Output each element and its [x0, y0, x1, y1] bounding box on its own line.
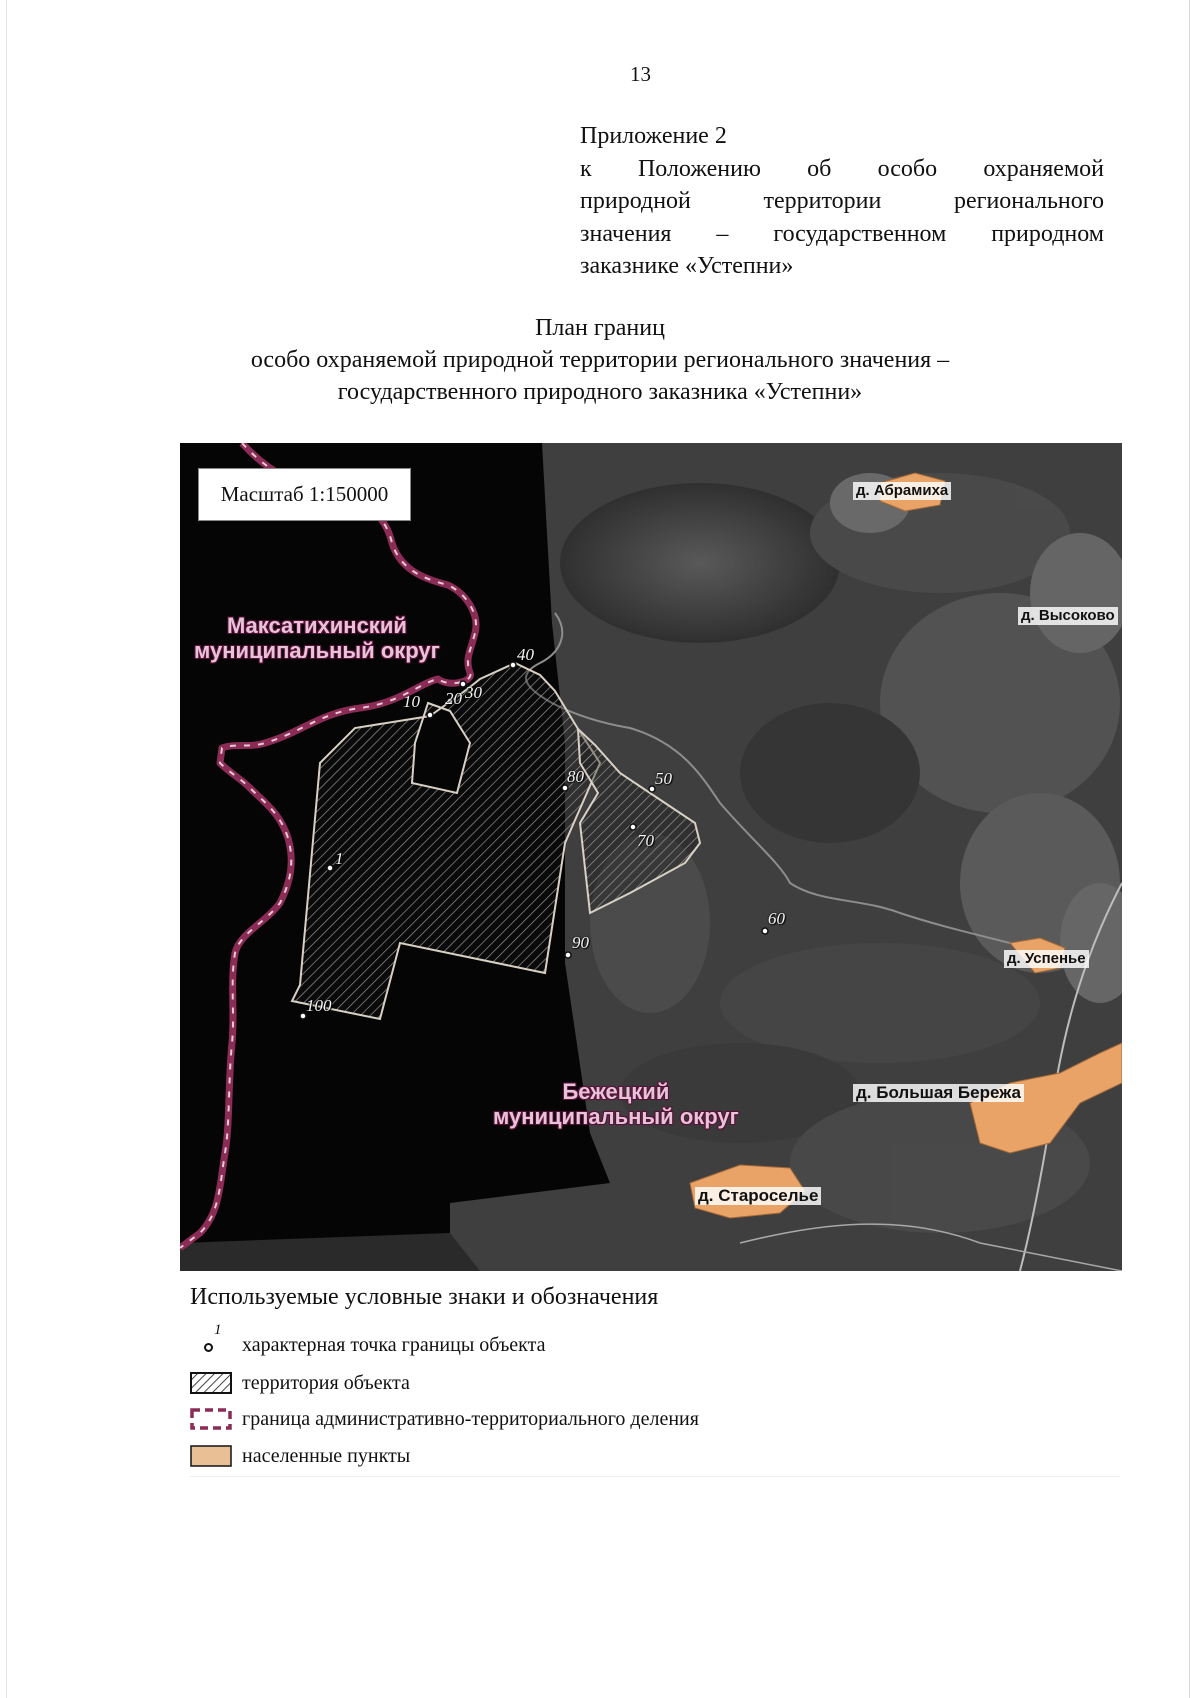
- hatch-symbol-icon: [190, 1372, 232, 1394]
- point-dot-icon: [204, 1343, 213, 1352]
- point-1-marker: [327, 865, 333, 871]
- point-70-label: 70: [637, 831, 654, 850]
- map-canvas: [180, 443, 1122, 1271]
- point-50-label: 50: [655, 769, 672, 788]
- settlement-bolshaya-berezha-label: д. Большая Бережа: [853, 1084, 1024, 1102]
- district-bezhetsk-line-1: Бежецкий: [562, 1079, 670, 1104]
- appendix-line-5: заказнике «Устепни»: [580, 253, 794, 279]
- point-40-marker: [510, 662, 516, 668]
- point-10-marker: [427, 712, 433, 718]
- point-60-label: 60: [768, 909, 785, 928]
- boundary-map: [180, 443, 1122, 1271]
- district-bezhetsk-label: [493, 1079, 739, 1129]
- plan-title-line-2: особо охраняемой природной территории регионального значения –: [250, 347, 950, 373]
- district-maksatikha-line-1: Максатихинский: [226, 613, 407, 638]
- appendix-line-3: природной территории регионального: [580, 188, 1104, 214]
- territory-west: [292, 663, 600, 1019]
- point-sample-number: 1: [214, 1322, 222, 1338]
- legend-territory-label: территория объекта: [242, 1371, 410, 1394]
- settlement-vysokovo-label: д. Высоково: [1018, 607, 1118, 625]
- legend-item-settlements: [190, 1441, 410, 1471]
- district-bezhetsk-line-2: муниципальный округ: [493, 1104, 739, 1129]
- settlement-uspenye-label: д. Успенье: [1004, 950, 1089, 968]
- point-1-label: 1: [335, 849, 344, 868]
- legend-item-point: [190, 1322, 546, 1360]
- settlement-staroselye-label: д. Староселье: [695, 1187, 821, 1205]
- settlement-abramikha-label: д. Абрамиха: [853, 482, 951, 500]
- bottom-rule: [190, 1476, 1120, 1477]
- legend-item-territory: [190, 1368, 410, 1398]
- point-90-label: 90: [572, 933, 589, 952]
- scale-label: Масштаб 1:150000: [198, 468, 411, 521]
- point-symbol-icon: [190, 1322, 232, 1356]
- legend-item-boundary: [190, 1404, 699, 1434]
- point-100-label: 100: [306, 996, 332, 1015]
- district-maksatikha-label: [194, 613, 440, 663]
- appendix-line-4: значения – государственном природном: [580, 220, 1104, 247]
- boundary-symbol-icon: [190, 1408, 232, 1430]
- district-maksatikha-line-2: муниципальный округ: [194, 638, 440, 663]
- map-bottom-strip: [180, 1233, 480, 1271]
- point-70-marker: [630, 824, 636, 830]
- legend-boundary-label: граница административно-территориального деления: [242, 1407, 699, 1430]
- appendix-line-2: к Положению об особо охраняемой: [580, 155, 1104, 182]
- legend-point-label: характерная точка границы объекта: [242, 1333, 546, 1356]
- appendix-header: [580, 120, 1104, 283]
- plan-title-line-3: государственного природного заказника «Устепни»: [337, 379, 863, 405]
- legend-title: Используемые условные знаки и обозначения: [190, 1284, 659, 1310]
- point-20-label: 20: [445, 689, 462, 708]
- point-40-label: 40: [517, 645, 534, 664]
- settlement-symbol-icon: [190, 1445, 232, 1467]
- point-10-label: 10: [403, 692, 420, 711]
- point-80-label: 80: [567, 767, 584, 786]
- plan-title: [180, 312, 1020, 408]
- point-30-label: 30: [465, 683, 482, 702]
- point-90-marker: [565, 952, 571, 958]
- page-number: 13: [630, 62, 651, 86]
- legend-settlements-label: населенные пункты: [242, 1444, 411, 1467]
- appendix-line-1: Приложение 2: [580, 123, 727, 149]
- plan-title-line-1: План границ: [535, 315, 665, 341]
